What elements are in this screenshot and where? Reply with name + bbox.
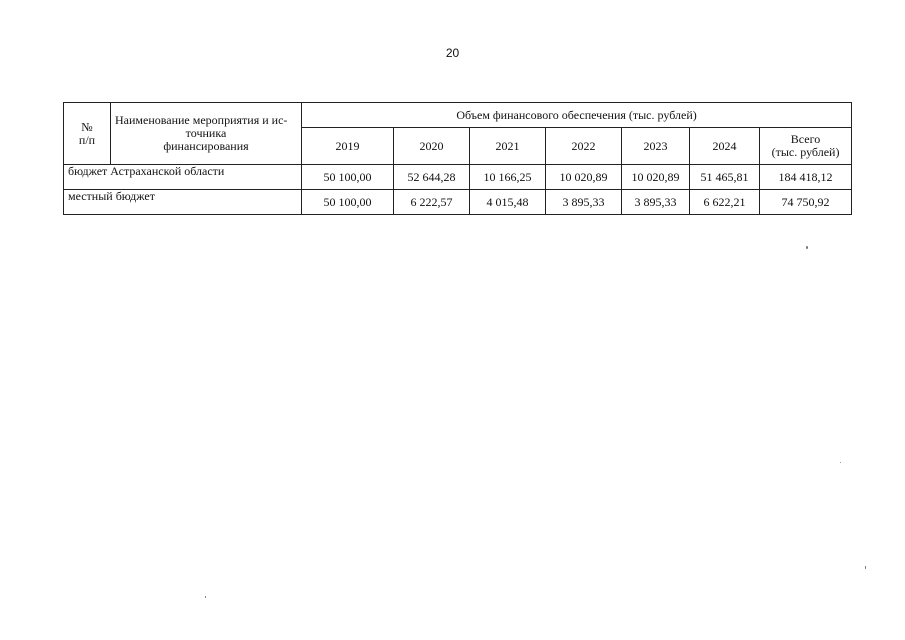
scan-speck — [806, 246, 808, 249]
header-volume: Объем финансового обеспечения (тыс. рублей) — [302, 103, 852, 128]
header-total-line-2: (тыс. рублей) — [771, 145, 840, 159]
header-year-2024: 2024 — [690, 128, 760, 165]
table-row — [64, 190, 852, 215]
header-total — [760, 128, 852, 165]
header-number-symbol: № — [81, 119, 93, 134]
cell-value: 50 100,00 — [302, 190, 394, 215]
cell-value: 50 100,00 — [302, 165, 394, 190]
cell-value: 10 166,25 — [470, 165, 546, 190]
header-total-line-1: Всего — [790, 132, 821, 146]
cell-value: 10 020,89 — [546, 165, 622, 190]
row-source: местный бюджет — [64, 190, 302, 215]
header-year-2022: 2022 — [546, 128, 622, 165]
cell-value: 51 465,81 — [690, 165, 760, 190]
header-number-cell — [64, 103, 111, 165]
scan-speck — [840, 462, 841, 463]
header-name-line-2: точника — [185, 126, 227, 140]
header-name-line-3: финансирования — [163, 139, 249, 153]
cell-value: 10 020,89 — [622, 165, 690, 190]
header-number-abbr: п/п — [78, 132, 96, 147]
cell-total: 74 750,92 — [760, 190, 852, 215]
financing-table — [63, 102, 852, 215]
row-source: бюджет Астраханской области — [64, 165, 302, 190]
header-name-line-1: Наименование мероприятия и ис- — [115, 113, 288, 127]
header-year-2021: 2021 — [470, 128, 546, 165]
table-row — [64, 165, 852, 190]
cell-value: 3 895,33 — [622, 190, 690, 215]
cell-value: 6 222,57 — [394, 190, 470, 215]
cell-value: 6 622,21 — [690, 190, 760, 215]
cell-value: 3 895,33 — [546, 190, 622, 215]
scan-speck — [865, 566, 866, 569]
page-number: 20 — [445, 46, 460, 60]
header-year-2020: 2020 — [394, 128, 470, 165]
cell-value: 52 644,28 — [394, 165, 470, 190]
scan-speck — [205, 596, 206, 598]
header-row-top — [64, 103, 852, 128]
header-year-2019: 2019 — [302, 128, 394, 165]
header-name-cell — [111, 103, 302, 165]
cell-total: 184 418,12 — [760, 165, 852, 190]
cell-value: 4 015,48 — [470, 190, 546, 215]
header-year-2023: 2023 — [622, 128, 690, 165]
